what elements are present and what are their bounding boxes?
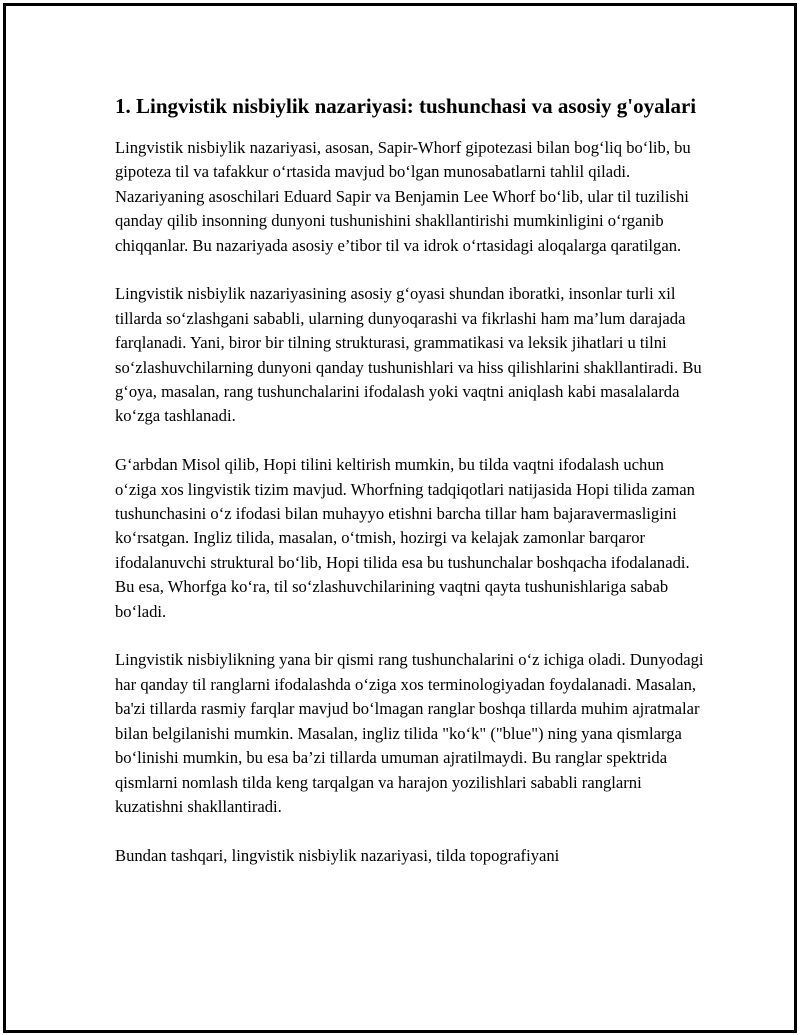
paragraph-1: Lingvistik nisbiylik nazariyasi, asosan, Sapir-Whorf gipotezasi bilan bog‘liq bo‘lib, bu gipoteza til va tafakkur o‘rtasida mavjud bo‘lgan munosabatlarni tahlil qiladi. Nazariyaning asoschilari Eduard Sapir va Benjamin Lee Whorf bo‘lib, ular til tuzilishi qanday qilib insonning dunyoni tushunishini shakllantirishi mumkinligini o‘rganib chiqqanlar. Bu nazariyada asosiy e’tibor til va idrok o‘rtasidagi aloqalarga qaratilgan. (115, 138, 691, 255)
document-body (115, 92, 705, 868)
paragraph-5: Bundan tashqari, lingvistik nisbiylik nazariyasi, tilda topografiyani (115, 845, 560, 865)
paragraph-4: Lingvistik nisbiylikning yana bir qismi rang tushunchalarini o‘z ichiga oladi. Dunyodagi har qanday til ranglarni ifodalashda o‘ziga xos terminologiyadan foydalanadi. Masalan, ba'zi tillarda rasmiy farqlar mavjud bo‘lmagan ranglar boshqa tillarda muhim ajratmalar bilan belgilanishi mumkin. Masalan, ingliz tilida "ko‘k" ("blue") ning yana qismlarga bo‘linishi mumkin, bu esa ba’zi tillarda umuman ajratilmaydi. Bu ranglar spektrida qismlarni nomlash tilda keng tarqalgan va harajon yozilishlari sababli ranglarni kuzatishni shakllantiradi. (115, 650, 704, 816)
paragraph-2: Lingvistik nisbiylik nazariyasining asosiy g‘oyasi shundan iboratki, insonlar turli xil tillarda so‘zlashgani sababli, ularning dunyoqarashi va fikrlashi ham ma’lum darajada farqlanadi. Yani, biror bir tilning strukturasi, grammatikasi va leksik jihatlari u tilni so‘zlashuvchilarning dunyoni qanday tushunishlari va hiss qilishlarini shakllantiradi. Bu g‘oya, masalan, rang tushunchalarini ifodalash yoki vaqtni aniqlash kabi masalalarda ko‘zga tashlanadi. (115, 284, 702, 426)
section-title: 1. Lingvistik nisbiylik nazariyasi: tushunchasi va asosiy g'oyalari (115, 94, 697, 118)
paragraph-3: G‘arbdan Misol qilib, Hopi tilini keltirish mumkin, bu tilda vaqtni ifodalash uchun o‘ziga xos lingvistik tizim mavjud. Whorfning tadqiqotlari natijasida Hopi tilida zaman tushunchasini o‘z ifodasi bilan muhayyo etishni barcha tillar ham bajaravermasligini ko‘rsatgan. Ingliz tilida, masalan, o‘tmish, hozirgi va kelajak zamonlar barqaror ifodalanuvchi struktural bo‘lib, Hopi tilida esa bu tushunchalar boshqacha ifodalanadi. Bu esa, Whorfga ko‘ra, til so‘zlashuvchilarining vaqtni qayta tushunishlariga sabab bo‘ladi. (115, 455, 695, 621)
